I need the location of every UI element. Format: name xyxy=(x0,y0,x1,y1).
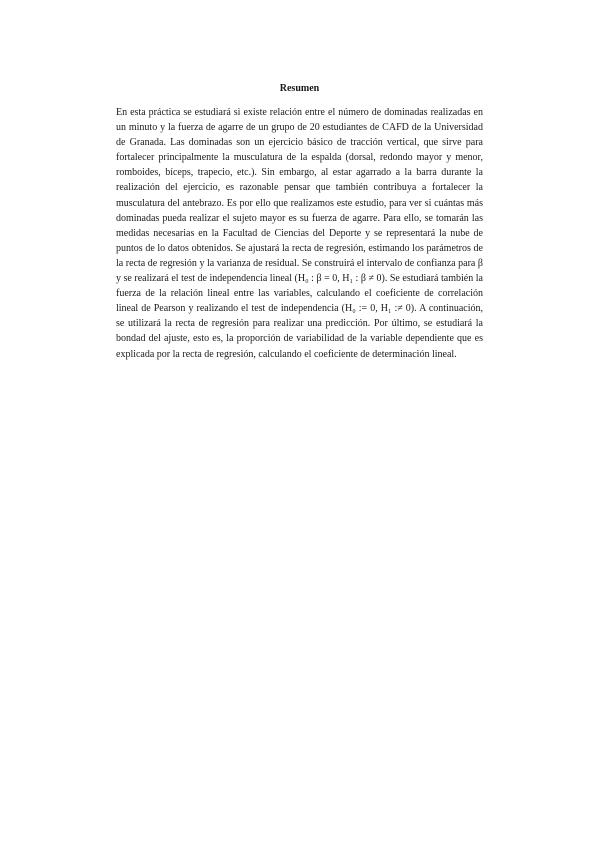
abstract-body: En esta práctica se estudiará si existe relación entre el número de dominadas realizadas en un minuto y la fuerza de agarre de un grupo de 20 estudiantes de CAFD de la Universidad de Granada. Las dominadas son un ejercicio básico de tracción vertical, que sirve para fortalecer principalmente la musculatura de la espalda (dorsal, redondo mayor y menor, romboides, bíceps, trapecio, etc.). Sin embargo, al estar agarrado a la barra durante la realización del ejercicio, es razonable pensar que también contribuya a fortalecer la musculatura del antebrazo. Es por ello que realizamos este estudio, para ver si cuántas más dominadas pueda realizar el sujeto mayor es su fuerza de agarre. Para ello, se tomarán las medidas necesarias en la Facultad de Ciencias del Deporte y se representará la nube de puntos de lo datos obtenidos. Se ajustará la recta de regresión, estimando los parámetros de la recta de regresión y la varianza de residual. Se construirá el intervalo de confianza para β y se realizará el test de independencia lineal (H₀ : β = 0, H₁ : β ≠ 0). Se estudiará también la fuerza de la relación lineal entre las variables, calculando el coeficiente de correlación lineal de Pearson y realizando el test de independencia (H₀ := 0, H₁ :≠ 0). A continuación, se utilizará la recta de regresión para realizar una predicción. Por último, se estudiará la bondad del ajuste, esto es, la proporción de variabilidad de la variable dependiente que es explicada por la recta de regresión, calculando el coeficiente de determinación lineal. xyxy=(116,107,483,360)
abstract-title: Resumen xyxy=(279,83,320,94)
